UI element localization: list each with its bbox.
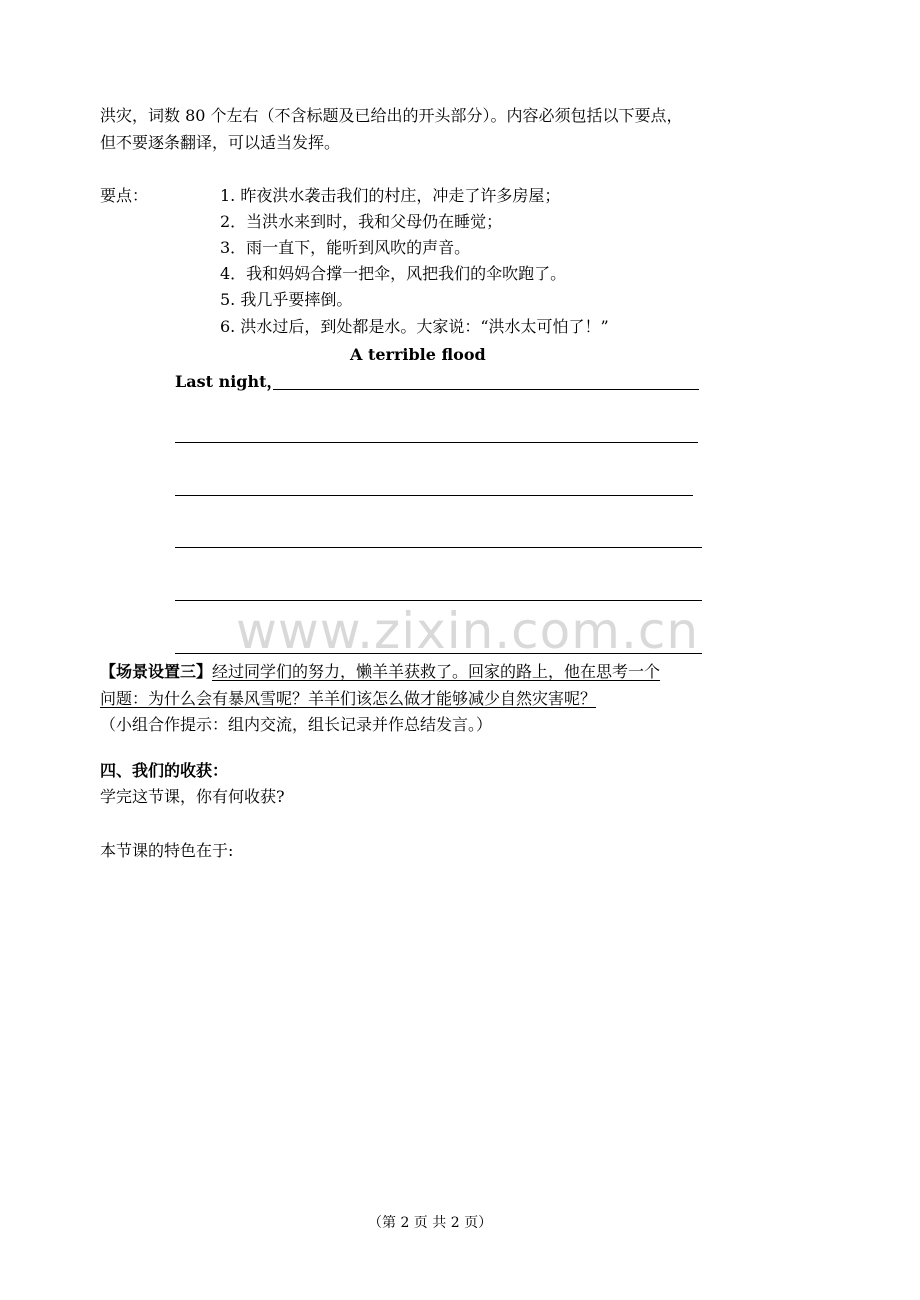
points-label: 要点：	[100, 186, 149, 205]
scene3-heading: 【场景设置三】	[100, 662, 213, 681]
scene3-text-1: 经过同学们的努力，懒羊羊获救了。回家的路上，他在思考一个	[212, 662, 661, 681]
intro-line-2: 但不要逐条翻译，可以适当发挥。	[100, 133, 341, 152]
point-item-1: 1. 昨夜洪水袭击我们的村庄，冲走了许多房屋；	[220, 186, 561, 205]
point-item-6: 6. 洪水过后，到处都是水。大家说：“洪水太可怕了！”	[220, 317, 609, 336]
essay-title: A terrible flood	[350, 345, 486, 364]
point-item-3: 3．雨一直下，能听到风吹的声音。	[220, 238, 471, 257]
scene3-text-2: 问题：为什么会有暴风雪呢？羊羊们该怎么做才能够减少自然灾害呢？	[100, 689, 597, 708]
page-footer: （第 2 页 共 2 页）	[368, 1215, 493, 1231]
writing-line-1[interactable]	[273, 389, 699, 390]
writing-line-5[interactable]	[175, 600, 702, 601]
point-item-5: 5. 我几乎要摔倒。	[220, 290, 353, 309]
section4-feature: 本节课的特色在于:	[100, 841, 234, 860]
essay-opening: Last night，	[175, 372, 283, 391]
section4-heading: 四、我们的收获：	[100, 761, 229, 780]
watermark: www.zixin.com.cn	[236, 602, 700, 660]
scene3-line-1	[100, 662, 660, 682]
point-item-2: 2．当洪水来到时，我和父母仍在睡觉；	[220, 212, 503, 231]
scene3-hint: （小组合作提示：组内交流，组长记录并作总结发言。）	[100, 715, 493, 734]
point-item-4: 4．我和妈妈合撑一把伞，风把我们的伞吹跑了。	[220, 264, 567, 283]
writing-line-3[interactable]	[175, 495, 693, 496]
writing-line-2[interactable]	[175, 442, 698, 443]
writing-line-4[interactable]	[175, 547, 702, 548]
section4-question: 学完这节课，你有何收获?	[100, 787, 285, 806]
intro-line-1: 洪灾，词数 80 个左右（不含标题及已给出的开头部分）。内容必须包括以下要点，	[100, 106, 683, 125]
